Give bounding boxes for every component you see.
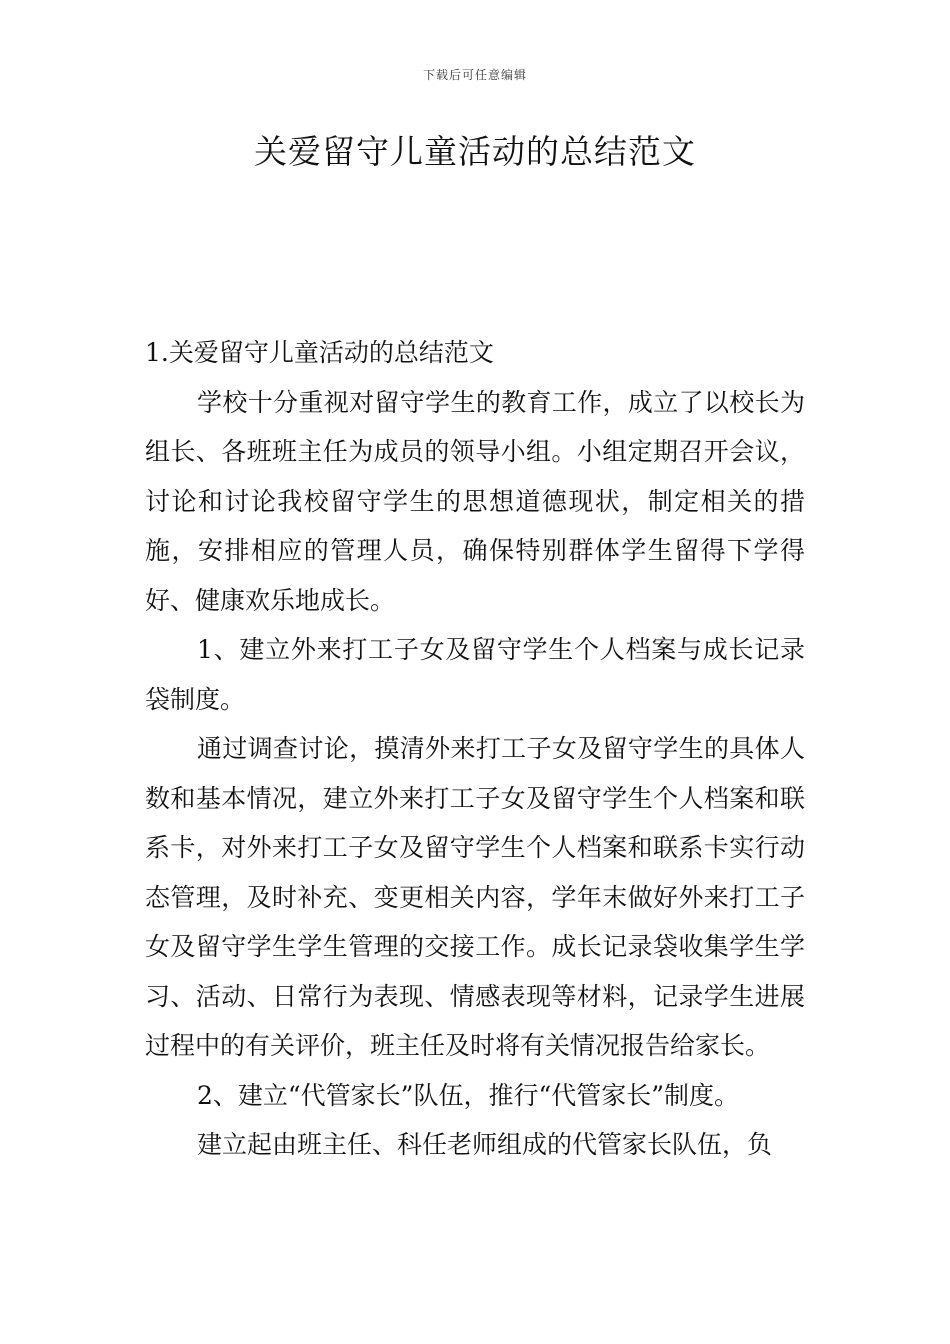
- paragraph-item-1-heading: 1、建立外来打工子女及留守学生个人档案与成长记录袋制度。: [145, 635, 805, 714]
- paragraph-intro: 学校十分重视对留守学生的教育工作，成立了以校长为组长、各班班主任为成员的领导小组。小组定期召开会议，讨论和讨论我校留守学生的思想道德现状，制定相关的措施，安排相应的管理人员，确保特别群体学生留得下学得好、健康欢乐地成长。: [145, 387, 805, 615]
- paragraph-item-2-body: 建立起由班主任、科任老师组成的代管家长队伍，负: [197, 1130, 773, 1159]
- paragraph-item-2-heading: 2、建立“代管家长”队伍，推行“代管家长”制度。: [197, 1080, 740, 1110]
- document-body: [145, 328, 805, 1170]
- header-note: 下载后可任意编辑: [422, 68, 527, 82]
- paragraph-item-1-body: 通过调查讨论，摸清外来打工子女及留守学生的具体人数和基本情况，建立外来打工子女及留守学生个人档案和联系卡，对外来打工子女及留守学生个人档案和联系卡实行动态管理，及时补充、变更相关内容，学年末做好外来打工子女及留守学生学生管理的交接工作。成长记录袋收集学生学习、活动、日常行为表现、情感表现等材料，记录学生进展过程中的有关评价，班主任及时将有关情况报告给家长。: [145, 734, 805, 1060]
- document-title: 关爱留守儿童活动的总结范文: [254, 132, 696, 171]
- section-heading: 1.关爱留守儿童活动的总结范文: [145, 338, 494, 367]
